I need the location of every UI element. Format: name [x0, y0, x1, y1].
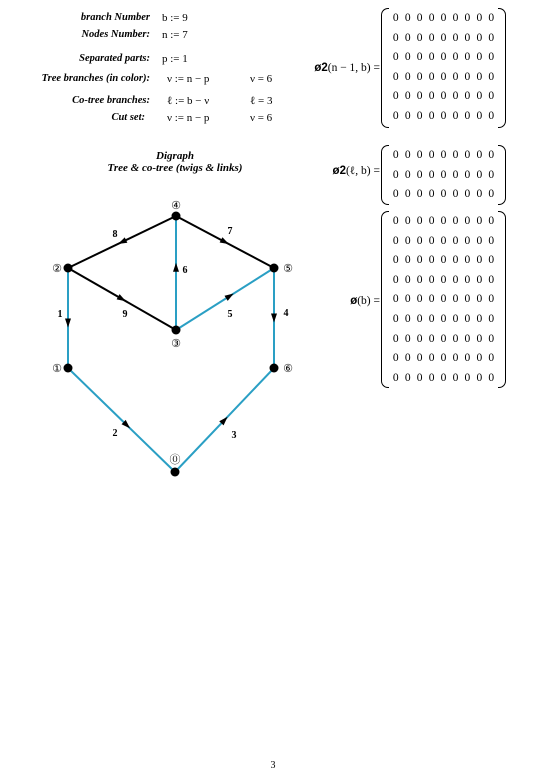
edge-arrow-7 [220, 237, 229, 244]
def-expr-tree-branches: ν := n − p [167, 73, 210, 85]
matrix-row [390, 8, 497, 28]
matrix-cell: 0 [404, 12, 411, 24]
matrix-cell: 0 [440, 332, 447, 345]
matrix-cell: 0 [464, 168, 471, 181]
node-label-6: ⑥ [283, 363, 293, 375]
matrix-right-bracket [498, 145, 506, 205]
matrix-cell: 0 [404, 31, 411, 44]
matrix-cell: 0 [416, 371, 423, 384]
edge-arrow-9 [117, 294, 126, 301]
matrix-cell: 0 [452, 149, 459, 161]
def-label-branch-number: branch Number [80, 12, 150, 23]
matrix-cell: 0 [476, 313, 483, 325]
matrix-args-phi2-n1-b: (n − 1, b) = [327, 62, 380, 74]
matrix-cell: 0 [428, 110, 435, 122]
matrix-cell: 0 [428, 332, 435, 345]
matrix-cell: 0 [440, 215, 447, 227]
matrix-cell: 0 [440, 254, 447, 267]
matrix-cell: 0 [428, 352, 435, 365]
node-label-5: ⑤ [283, 263, 293, 275]
matrix-phi2-l-b [381, 145, 506, 205]
matrix-cell: 0 [476, 70, 483, 83]
matrix-cell: 0 [440, 234, 447, 247]
matrix-cell: 0 [428, 188, 435, 201]
matrix-cell: 0 [464, 51, 471, 64]
matrix-cell: 0 [464, 188, 471, 201]
matrix-cell: 0 [404, 215, 411, 227]
edge-label-7: 7 [227, 226, 233, 237]
matrix-cell: 0 [488, 332, 495, 345]
def-result-cut-set: ν = 6 [250, 112, 273, 124]
matrix-cell: 0 [392, 90, 399, 103]
matrix-cell: 0 [440, 70, 447, 83]
matrix-cell: 0 [440, 90, 447, 103]
node-label-1: ① [52, 363, 62, 375]
edge-label-3: 3 [231, 430, 237, 441]
edge-label-1: 1 [57, 309, 63, 320]
matrix-cell: 0 [392, 70, 399, 83]
edge-label-4: 4 [283, 308, 289, 319]
matrix-cell: 0 [392, 313, 399, 325]
matrix-row [390, 67, 497, 87]
def-expr-branch-number: b := 9 [162, 12, 188, 24]
matrix-phi2-n1-b [381, 8, 506, 128]
matrix-cell: 0 [404, 313, 411, 325]
matrix-cell: 0 [440, 51, 447, 64]
matrix-row [390, 184, 497, 204]
matrix-cell: 0 [488, 188, 495, 201]
matrix-left-bracket [381, 211, 389, 388]
def-label-separated-parts: Separated parts: [79, 53, 150, 64]
node-label-2: ② [52, 263, 62, 275]
matrix-cell: 0 [428, 149, 435, 161]
matrix-cell: 0 [416, 234, 423, 247]
matrix-cell: 0 [488, 90, 495, 103]
matrix-cell: 0 [452, 188, 459, 201]
matrix-row [390, 211, 497, 231]
matrix-label-phi2-n1-b [300, 62, 380, 74]
matrix-args-phi-b: (b) = [357, 295, 380, 307]
matrix-cell: 0 [440, 31, 447, 44]
matrix-cell: 0 [464, 313, 471, 325]
matrix-cell: 0 [452, 254, 459, 267]
matrix-cell: 0 [476, 90, 483, 103]
matrix-cell: 0 [416, 188, 423, 201]
matrix-cell: 0 [476, 332, 483, 345]
matrix-cell: 0 [476, 215, 483, 227]
matrix-cell: 0 [476, 234, 483, 247]
matrix-cell: 0 [428, 90, 435, 103]
matrix-cell: 0 [452, 313, 459, 325]
matrix-cell: 0 [428, 371, 435, 384]
digraph [0, 0, 300, 500]
matrix-cell: 0 [428, 31, 435, 44]
matrix-cell: 0 [416, 273, 423, 286]
matrix-cell: 0 [392, 332, 399, 345]
matrix-cell: 0 [476, 149, 483, 161]
matrix-row [390, 106, 497, 126]
matrix-label-phi-b [330, 295, 380, 307]
node-label-0: ⓪ [169, 454, 181, 466]
matrix-cell: 0 [428, 215, 435, 227]
matrix-cell: 0 [488, 234, 495, 247]
matrix-cell: 0 [464, 332, 471, 345]
matrix-row [390, 47, 497, 67]
matrix-row [390, 368, 497, 388]
matrix-cell: 0 [488, 168, 495, 181]
matrix-cell: 0 [464, 352, 471, 365]
matrix-cell: 0 [488, 70, 495, 83]
matrix-row [390, 165, 497, 185]
matrix-cell: 0 [428, 234, 435, 247]
matrix-cell: 0 [464, 234, 471, 247]
matrix-cell: 0 [476, 254, 483, 267]
edge-label-5: 5 [227, 309, 233, 320]
def-label-nodes-number: Nodes Number: [81, 29, 150, 40]
matrix-cell: 0 [428, 12, 435, 24]
matrix-cell: 0 [488, 313, 495, 325]
matrix-cell: 0 [476, 31, 483, 44]
matrix-cell: 0 [488, 31, 495, 44]
matrix-cell: 0 [416, 313, 423, 325]
matrix-cell: 0 [440, 188, 447, 201]
matrix-cell: 0 [476, 293, 483, 306]
matrix-cell: 0 [464, 110, 471, 122]
matrix-cell: 0 [416, 168, 423, 181]
matrix-cell: 0 [488, 149, 495, 161]
def-expr-cotree-branches: ℓ := b − ν [167, 95, 210, 107]
matrix-cell: 0 [452, 332, 459, 345]
matrix-cell: 0 [464, 70, 471, 83]
matrix-left-bracket [381, 145, 389, 205]
matrix-cell: 0 [464, 293, 471, 306]
matrix-cell: 0 [428, 254, 435, 267]
edge-arrow-5 [224, 293, 233, 300]
matrix-row [390, 329, 497, 349]
matrix-row [390, 250, 497, 270]
matrix-cell: 0 [416, 110, 423, 122]
matrix-cell: 0 [440, 168, 447, 181]
edge-label-6: 6 [182, 265, 188, 276]
matrix-cell: 0 [392, 254, 399, 267]
matrix-cell: 0 [392, 352, 399, 365]
matrix-cell: 0 [476, 168, 483, 181]
matrix-cell: 0 [464, 12, 471, 24]
matrix-cell: 0 [392, 273, 399, 286]
matrix-row [390, 231, 497, 251]
def-expr-nodes-number: n := 7 [162, 29, 188, 41]
matrix-cell: 0 [392, 12, 399, 24]
matrix-row [390, 28, 497, 48]
matrix-cell: 0 [452, 215, 459, 227]
matrix-name-phi2-n1-b: ø2 [314, 62, 328, 74]
matrix-cell: 0 [416, 215, 423, 227]
matrix-cell: 0 [404, 51, 411, 64]
matrix-cell: 0 [404, 110, 411, 122]
edge-arrow-6 [173, 263, 179, 272]
matrix-cell: 0 [404, 168, 411, 181]
matrix-cell: 0 [404, 273, 411, 286]
edge-label-9: 9 [122, 309, 128, 320]
digraph-title: Digraph [156, 150, 194, 162]
matrix-cell: 0 [476, 352, 483, 365]
node-4 [172, 212, 181, 221]
node-label-3: ③ [171, 338, 181, 350]
matrix-cell: 0 [416, 70, 423, 83]
def-result-tree-branches: ν = 6 [250, 73, 273, 85]
matrix-cell: 0 [392, 215, 399, 227]
matrix-cell: 0 [428, 70, 435, 83]
matrix-row [390, 289, 497, 309]
matrix-cell: 0 [440, 273, 447, 286]
node-label-4: ④ [171, 200, 181, 212]
node-5 [270, 264, 279, 273]
matrix-right-bracket [498, 211, 506, 388]
matrix-cell: 0 [440, 110, 447, 122]
matrix-name-phi-b: ø [350, 295, 358, 307]
matrix-row [390, 348, 497, 368]
edge-arrow-1 [65, 319, 71, 328]
matrix-cell: 0 [452, 31, 459, 44]
matrix-cell: 0 [404, 293, 411, 306]
matrix-cell: 0 [476, 51, 483, 64]
matrix-row [390, 309, 497, 329]
matrix-cell: 0 [452, 168, 459, 181]
matrix-cell: 0 [476, 110, 483, 122]
matrix-cell: 0 [452, 51, 459, 64]
matrix-cell: 0 [488, 110, 495, 122]
edge-arrow-8 [118, 237, 127, 244]
node-0 [171, 468, 180, 477]
matrix-cell: 0 [488, 215, 495, 227]
matrix-cell: 0 [476, 12, 483, 24]
def-result-cotree-branches: ℓ = 3 [250, 95, 273, 107]
matrix-cell: 0 [404, 254, 411, 267]
matrix-cell: 0 [464, 31, 471, 44]
matrix-left-bracket [381, 8, 389, 128]
matrix-cell: 0 [428, 293, 435, 306]
digraph-subtitle: Tree & co-tree (twigs & links) [107, 162, 243, 174]
matrix-cell: 0 [440, 293, 447, 306]
matrix-cell: 0 [452, 352, 459, 365]
matrix-cell: 0 [476, 371, 483, 384]
matrix-cell: 0 [416, 90, 423, 103]
matrix-cell: 0 [488, 254, 495, 267]
matrix-cell: 0 [416, 293, 423, 306]
matrix-cell: 0 [416, 352, 423, 365]
matrix-cell: 0 [404, 188, 411, 201]
matrix-cell: 0 [464, 273, 471, 286]
matrix-cell: 0 [392, 31, 399, 44]
matrix-cell: 0 [488, 273, 495, 286]
matrix-cell: 0 [452, 234, 459, 247]
page-number: 3 [270, 760, 276, 771]
matrix-cell: 0 [452, 70, 459, 83]
node-1 [64, 364, 73, 373]
matrix-cell: 0 [488, 12, 495, 24]
matrix-label-phi2-l-b [318, 165, 380, 177]
matrix-args-phi2-l-b: (ℓ, b) = [345, 165, 380, 177]
matrix-cell: 0 [392, 234, 399, 247]
matrix-cell: 0 [464, 90, 471, 103]
matrix-cell: 0 [464, 371, 471, 384]
matrix-cell: 0 [452, 293, 459, 306]
matrix-cell: 0 [488, 371, 495, 384]
matrix-cell: 0 [464, 149, 471, 161]
matrix-row [390, 145, 497, 165]
matrix-cell: 0 [428, 273, 435, 286]
matrix-cell: 0 [428, 51, 435, 64]
matrix-cell: 0 [404, 90, 411, 103]
matrix-cell: 0 [416, 31, 423, 44]
edge-arrow-4 [271, 314, 277, 323]
edge-label-8: 8 [112, 229, 118, 240]
node-6 [270, 364, 279, 373]
matrix-cell: 0 [416, 51, 423, 64]
def-label-cotree-branches: Co-tree branches: [72, 95, 150, 106]
matrix-row [390, 270, 497, 290]
matrix-cell: 0 [428, 168, 435, 181]
matrix-cell: 0 [488, 51, 495, 64]
matrix-cell: 0 [452, 110, 459, 122]
matrix-cell: 0 [404, 371, 411, 384]
matrix-cell: 0 [404, 149, 411, 161]
matrix-cell: 0 [452, 273, 459, 286]
matrix-cell: 0 [440, 371, 447, 384]
matrix-cell: 0 [416, 12, 423, 24]
matrix-cell: 0 [452, 371, 459, 384]
matrix-cell: 0 [488, 352, 495, 365]
edge-label-2: 2 [112, 428, 118, 439]
def-label-cut-set: Cut set: [111, 112, 145, 123]
matrix-cell: 0 [392, 371, 399, 384]
matrix-phi-b [381, 211, 506, 388]
matrix-cell: 0 [440, 149, 447, 161]
matrix-cell: 0 [440, 313, 447, 325]
matrix-cell: 0 [392, 188, 399, 201]
matrix-cell: 0 [452, 12, 459, 24]
def-expr-cut-set: ν := n − p [167, 112, 210, 124]
node-3 [172, 326, 181, 335]
matrix-cell: 0 [464, 254, 471, 267]
matrix-cell: 0 [416, 254, 423, 267]
node-2 [64, 264, 73, 273]
matrix-cell: 0 [392, 168, 399, 181]
matrix-cell: 0 [404, 70, 411, 83]
matrix-cell: 0 [416, 332, 423, 345]
def-expr-separated-parts: p := 1 [162, 53, 188, 65]
matrix-right-bracket [498, 8, 506, 128]
matrix-cell: 0 [392, 110, 399, 122]
matrix-cell: 0 [440, 12, 447, 24]
matrix-cell: 0 [404, 332, 411, 345]
matrix-cell: 0 [416, 149, 423, 161]
edge-2 [68, 368, 175, 472]
matrix-cell: 0 [440, 352, 447, 365]
matrix-name-phi2-l-b: ø2 [332, 165, 346, 177]
edge-5 [176, 268, 274, 330]
matrix-cell: 0 [428, 313, 435, 325]
matrix-cell: 0 [488, 293, 495, 306]
matrix-cell: 0 [404, 234, 411, 247]
matrix-cell: 0 [392, 149, 399, 161]
matrix-cell: 0 [464, 215, 471, 227]
matrix-cell: 0 [392, 51, 399, 64]
matrix-cell: 0 [452, 90, 459, 103]
matrix-row [390, 86, 497, 106]
matrix-cell: 0 [476, 273, 483, 286]
matrix-cell: 0 [476, 188, 483, 201]
matrix-cell: 0 [404, 352, 411, 365]
matrix-cell: 0 [392, 293, 399, 306]
def-label-tree-branches: Tree branches (in color): [41, 73, 150, 84]
